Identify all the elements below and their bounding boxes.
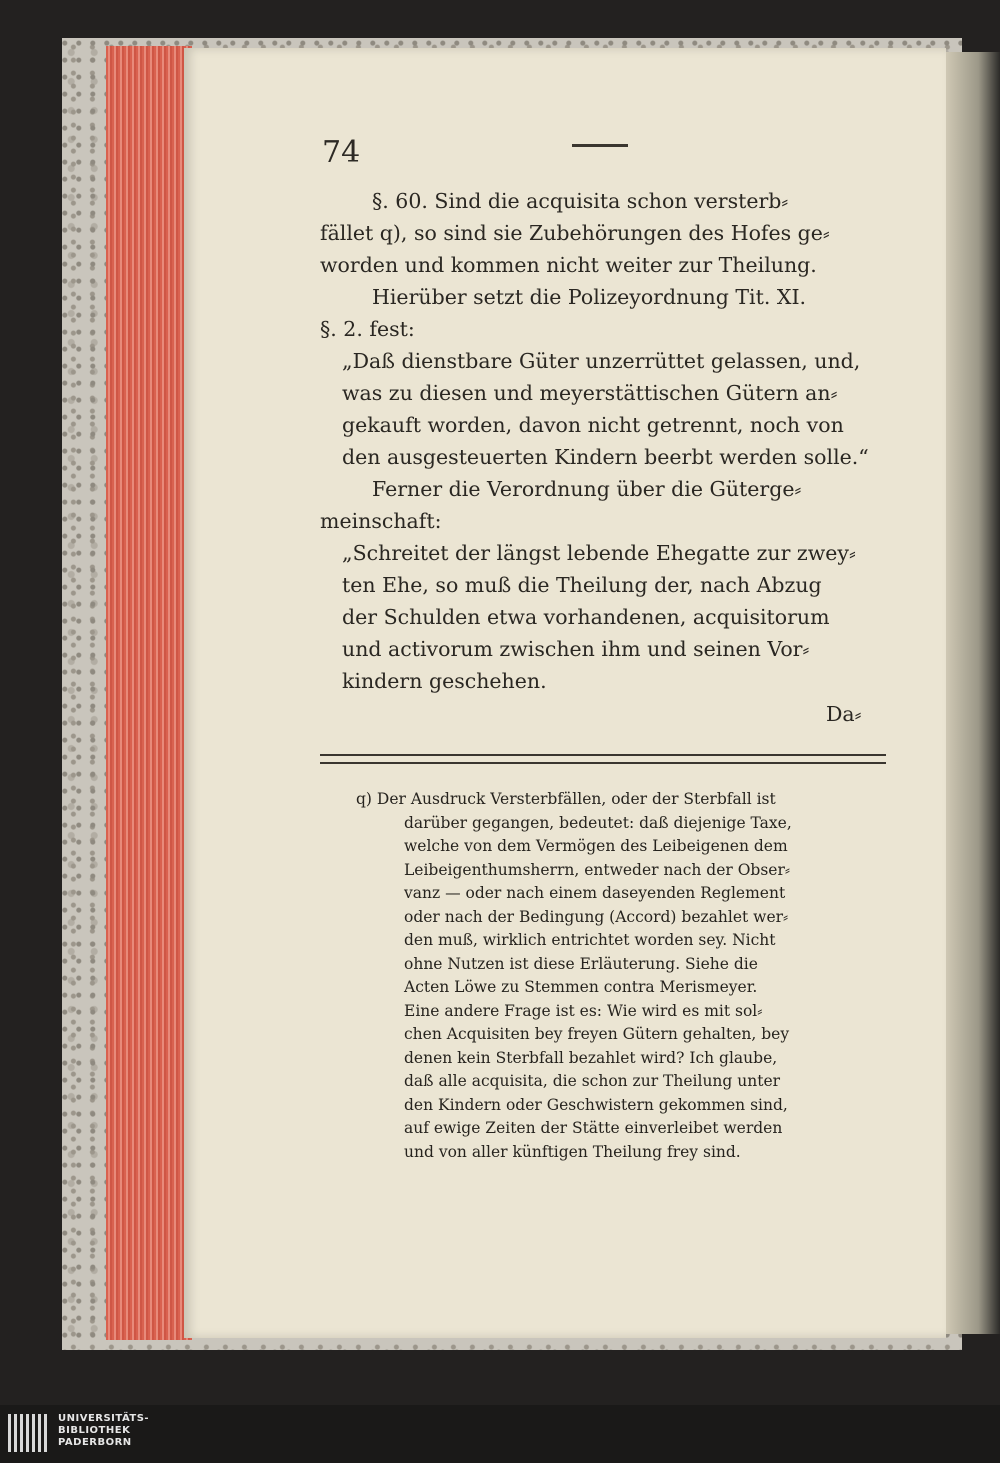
library-logo-icon xyxy=(8,1414,50,1452)
footnote-line: Acten Löwe zu Stemmen contra Merismeyer. xyxy=(404,978,758,996)
library-logo-text xyxy=(58,1413,149,1449)
footnote xyxy=(356,788,886,1164)
text-line: „Daß dienstbare Güter unzerrüttet gelassen, und, xyxy=(342,349,861,373)
footnote-line: daß alle acquisita, die schon zur Theilung unter xyxy=(404,1072,781,1090)
text-line: was zu diesen und meyerstättischen Gütern an⸗ xyxy=(342,381,838,405)
text-line: kindern geschehen. xyxy=(342,669,547,693)
footnote-line: denen kein Sterbfall bezahlet wird? Ich glaube, xyxy=(404,1048,778,1067)
page-number: 74 xyxy=(322,135,361,170)
footnote-line: ohne Nutzen ist diese Erläuterung. Siehe die xyxy=(404,954,758,973)
footnote-line: auf ewige Zeiten der Stätte einverleibet werden xyxy=(404,1119,783,1137)
logo-line: BIBLIOTHEK xyxy=(58,1425,131,1436)
logo-line: UNIVERSITÄTS- xyxy=(58,1413,150,1424)
text-line: und activorum zwischen ihm und seinen Vor⸗ xyxy=(342,637,810,661)
facing-page-edge xyxy=(946,52,1000,1334)
text-line: Ferner die Verordnung über die Güterge⸗ xyxy=(372,477,802,501)
text-line: worden und kommen nicht weiter zur Theilung. xyxy=(320,253,817,277)
footnote-line: chen Acquisiten bey freyen Gütern gehalten, bey xyxy=(404,1025,790,1043)
footnote-line: welche von dem Vermögen des Leibeigenen dem xyxy=(404,837,788,855)
footnote-line: Leibeigenthumsherrn, entweder nach der Obser⸗ xyxy=(404,860,791,879)
library-footer-bar xyxy=(0,1405,1000,1463)
text-line: ten Ehe, so muß die Theilung der, nach Abzug xyxy=(342,573,822,597)
footnote-line: vanz — oder nach einem daseyenden Reglement xyxy=(404,884,786,902)
page-edges xyxy=(106,46,192,1340)
text-line: fället q), so sind sie Zubehörungen des Hofes ge⸗ xyxy=(320,221,830,245)
text-line: gekauft worden, davon nicht getrennt, noch von xyxy=(342,413,844,437)
footnote-line: darüber gegangen, bedeutet: daß diejenige Taxe, xyxy=(404,813,792,832)
text-line: §. 60. Sind die acquisita schon versterb⸗ xyxy=(372,189,789,213)
footnote-line: den muß, wirklich entrichtet worden sey. Nicht xyxy=(404,931,776,949)
footnote-line: Eine andere Frage ist es: Wie wird es mit sol⸗ xyxy=(404,1001,763,1020)
text-line: den ausgesteuerten Kindern beerbt werden solle.“ xyxy=(342,445,869,469)
text-line: der Schulden etwa vorhandenen, acquisitorum xyxy=(342,605,830,629)
footnote-rule xyxy=(320,754,886,764)
text-line: meinschaft: xyxy=(320,509,442,533)
text-line: §. 2. fest: xyxy=(320,317,415,341)
main-text xyxy=(320,185,880,697)
logo-line: PADERBORN xyxy=(58,1437,132,1448)
text-line: Hierüber setzt die Polizeyordnung Tit. XI. xyxy=(372,285,807,309)
catchword: Da⸗ xyxy=(826,702,862,726)
footnote-line: und von aller künftigen Theilung frey sind. xyxy=(404,1142,741,1161)
footnote-line: q) Der Ausdruck Versterbfällen, oder der Sterbfall ist xyxy=(356,790,776,808)
header-rule xyxy=(572,144,628,147)
footnote-line: oder nach der Bedingung (Accord) bezahlet wer⸗ xyxy=(404,907,789,926)
footnote-line: den Kindern oder Geschwistern gekommen sind, xyxy=(404,1095,788,1114)
text-line: „Schreitet der längst lebende Ehegatte zur zwey⸗ xyxy=(342,541,856,565)
